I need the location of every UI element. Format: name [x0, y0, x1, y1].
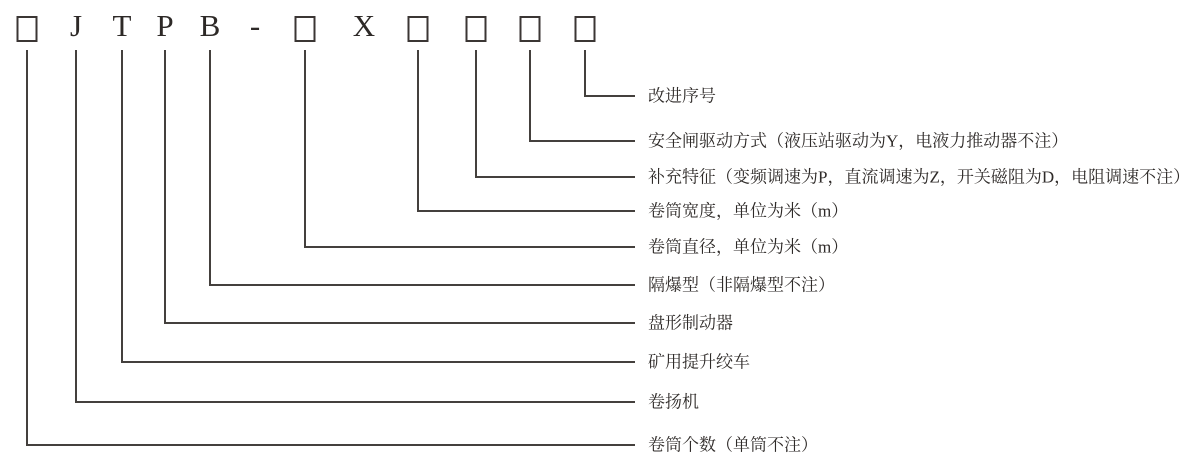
code-placeholder-box: [295, 16, 316, 42]
code-letter-x: X: [352, 8, 376, 43]
code-letter-b: B: [199, 8, 221, 43]
leader-vertical-line: [475, 50, 477, 178]
leader-horizontal-line: [26, 444, 635, 446]
leader-vertical-line: [304, 50, 306, 248]
designation-label: 改进序号: [648, 86, 716, 106]
designation-label: 补充特征（变频调速为P，直流调速为Z，开关磁阻为D，电阻调速不注）: [648, 167, 1191, 187]
leader-vertical-line: [584, 50, 586, 97]
code-letter-t: T: [112, 8, 132, 43]
leader-vertical-line: [75, 50, 77, 403]
designation-label: 安全闸驱动方式（液压站驱动为Y，电液力推动器不注）: [648, 131, 1069, 151]
leader-horizontal-line: [475, 176, 635, 178]
designation-label: 卷筒个数（单筒不注）: [648, 435, 818, 455]
designation-label: 卷筒直径，单位为米（m）: [648, 237, 849, 257]
designation-label: 隔爆型（非隔爆型不注）: [648, 275, 835, 295]
leader-vertical-line: [121, 50, 123, 363]
code-placeholder-box: [408, 16, 429, 42]
leader-horizontal-line: [529, 140, 635, 142]
leader-horizontal-line: [417, 210, 635, 212]
designation-label: 卷扬机: [648, 392, 699, 412]
leader-vertical-line: [164, 50, 166, 324]
leader-horizontal-line: [584, 95, 635, 97]
code-placeholder-box: [466, 16, 487, 42]
leader-vertical-line: [26, 50, 28, 446]
leader-vertical-line: [529, 50, 531, 142]
designation-label: 盘形制动器: [648, 313, 733, 333]
code-letter-j: J: [69, 8, 83, 43]
code-separator-dash: -: [249, 8, 261, 43]
designation-label: 矿用提升绞车: [648, 352, 750, 372]
leader-horizontal-line: [121, 361, 635, 363]
leader-vertical-line: [417, 50, 419, 212]
leader-horizontal-line: [304, 246, 635, 248]
code-placeholder-box: [575, 16, 596, 42]
code-letter-p: P: [156, 8, 174, 43]
leader-vertical-line: [209, 50, 211, 286]
leader-horizontal-line: [164, 322, 635, 324]
code-placeholder-box: [520, 16, 541, 42]
leader-horizontal-line: [209, 284, 635, 286]
leader-horizontal-line: [75, 401, 635, 403]
designation-label: 卷筒宽度，单位为米（m）: [648, 201, 849, 221]
code-placeholder-box: [17, 16, 38, 42]
